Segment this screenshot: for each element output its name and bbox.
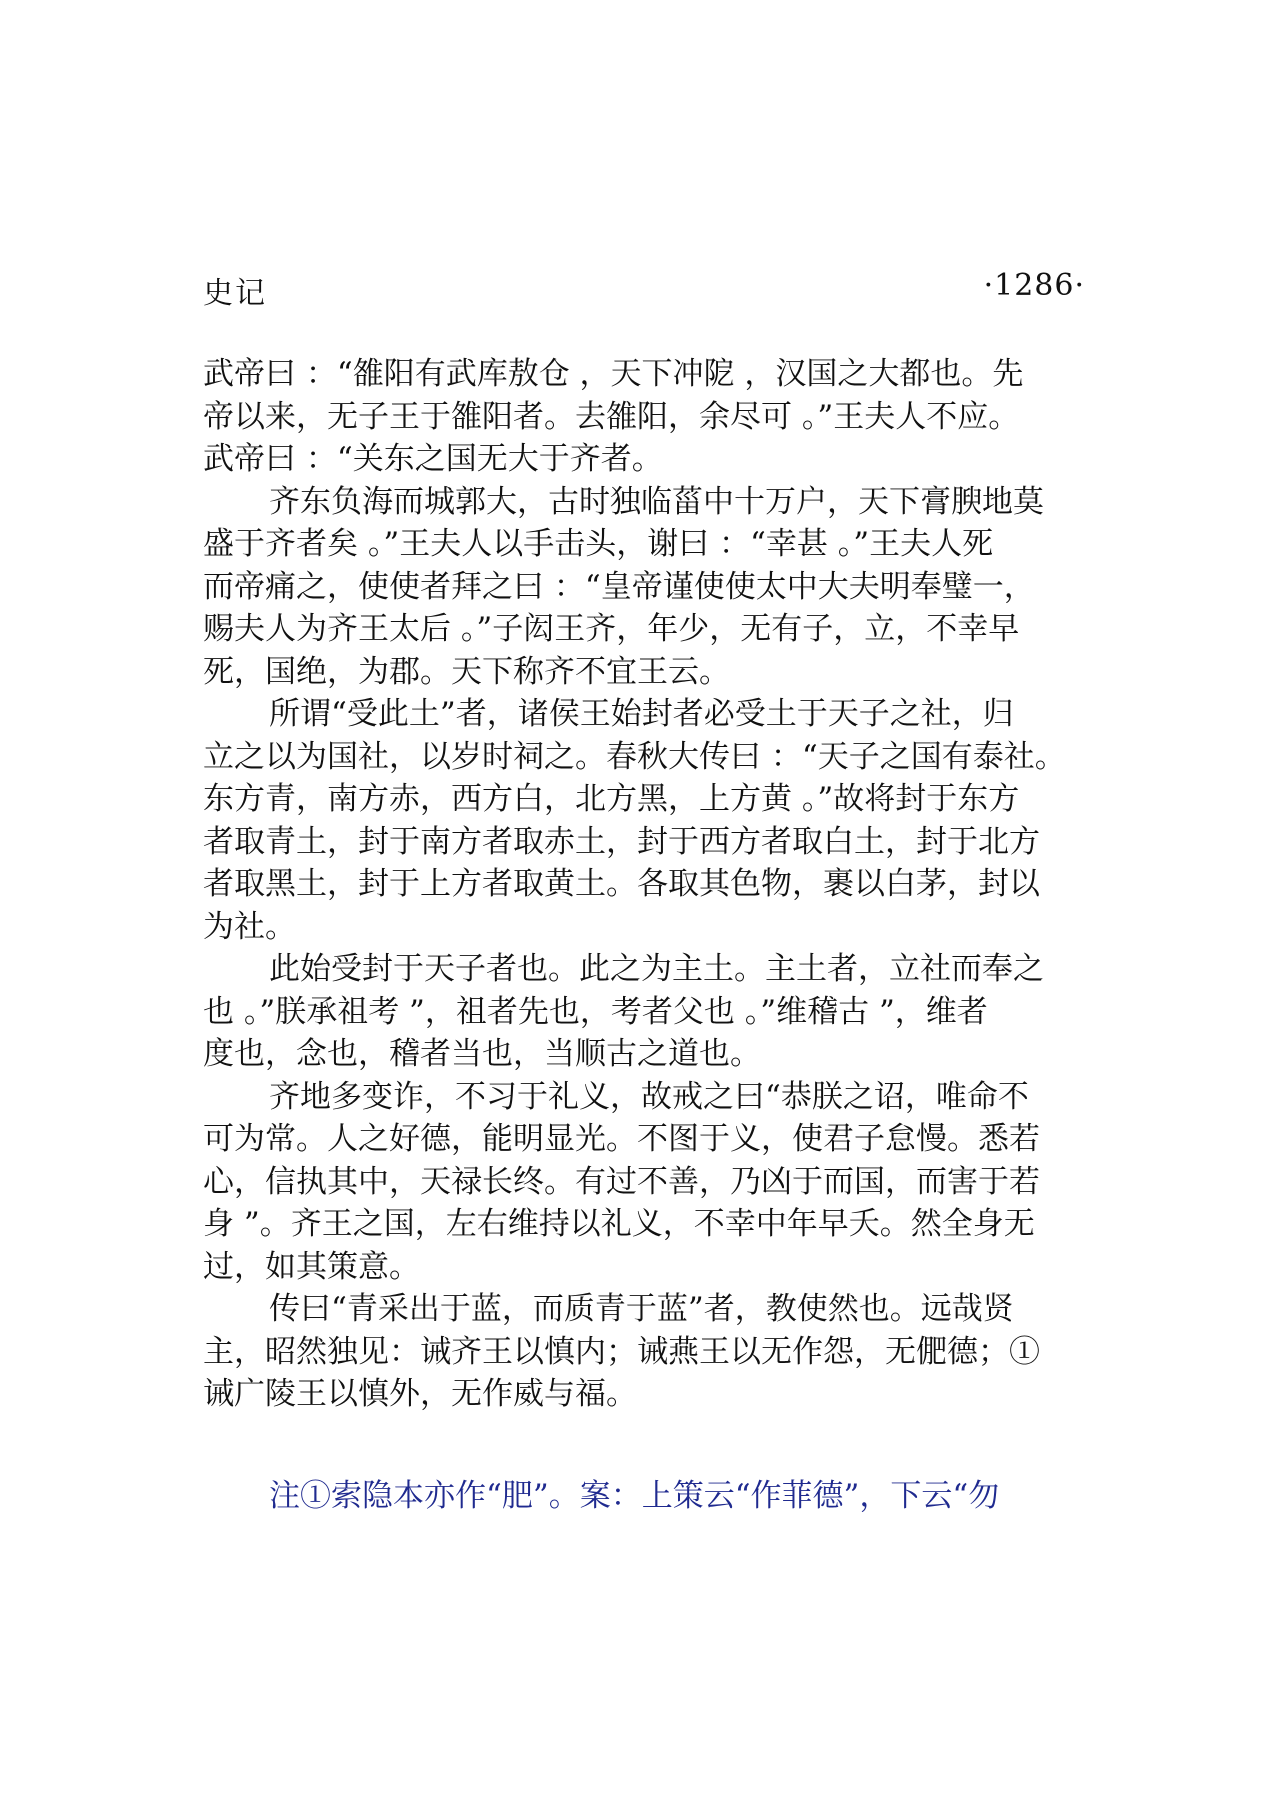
text-line: 帝以来，无子王于雒阳者。去雒阳，余尽可 。”王夫人不应。: [203, 398, 1020, 435]
text-line: 齐东负海而城郭大，古时独临菑中十万户，天下膏腴地莫: [269, 483, 1044, 520]
text-line: 者取青土，封于南方者取赤土，封于西方者取白土，封于北方: [203, 823, 1040, 860]
text-line: 齐地多变诈，不习于礼义，故戒之曰“恭朕之诏，唯命不: [269, 1078, 1029, 1115]
text-line: 主，昭然独见：诫齐王以慎内；诫燕王以无作怨，无俷德；①: [203, 1333, 1040, 1370]
text-line: 者取黑土，封于上方者取黄土。各取其色物，裹以白茅，封以: [203, 866, 1040, 902]
text-line: 赐夫人为齐王太后 。”子闳王齐，年少，无有子，立，不幸早: [203, 611, 1020, 647]
text-line: 也 。”朕承祖考 ”，祖者先也，考者父也 。”维稽古 ”，维者: [203, 993, 988, 1030]
text-line: 东方青，南方赤，西方白，北方黑，上方黄 。”故将封于东方: [203, 781, 1020, 817]
text-line: 过，如其策意。: [203, 1248, 420, 1285]
text-line: 死，国绝，为郡。天下称齐不宜王云。: [203, 653, 730, 690]
text-line: 此始受封于天子者也。此之为主土。主土者，立社而奉之: [269, 951, 1044, 987]
text-line: 所谓“受此土”者，诸侯王始封者必受土于天子之社，归: [269, 696, 1014, 732]
page-number: ·1286·: [983, 268, 1085, 303]
text-line: 为社。: [203, 908, 296, 945]
text-line: 可为常。人之好德，能明显光。不图于义，使君子怠慢。悉若: [203, 1121, 1040, 1157]
text-line: 传曰“青采出于蓝，而质青于蓝”者，教使然也。远哉贤: [269, 1291, 1014, 1327]
book-title: 史记: [203, 276, 267, 311]
footnote-text: 注①索隐本亦作“肥”。案：上策云“作菲德”，下云“勿: [269, 1478, 1000, 1514]
text-line: 度也，念也，稽者当也，当顺古之道也。: [203, 1036, 761, 1072]
text-line: 立之以为国社，以岁时祠之。春秋大传曰 ：“天子之国有泰社。: [203, 738, 1066, 775]
body-text: [203, 353, 1085, 1416]
text-line: 盛于齐者矣 。”王夫人以手击头，谢曰 ：“幸甚 。”王夫人死: [203, 526, 994, 562]
text-line: 武帝曰 ：“关东之国无大于齐者。: [203, 441, 663, 477]
text-line: 心，信执其中，天禄长终。有过不善，乃凶于而国，而害于若: [203, 1163, 1040, 1200]
text-line: 武帝曰 ：“雒阳有武库敖仓 ，天下冲阸 ，汉国之大都也。先: [203, 356, 1024, 392]
text-line: 身 ”。齐王之国，左右维持以礼义，不幸中年早夭。然全身无: [203, 1206, 1035, 1242]
footnote: [203, 1475, 1085, 1517]
text-line: 而帝痛之，使使者拜之曰 ：“皇帝谨使使太中大夫明奉璧一，: [203, 568, 1035, 605]
text-line: 诫广陵王以慎外，无作威与福。: [203, 1376, 637, 1412]
page-header: [203, 268, 1085, 312]
